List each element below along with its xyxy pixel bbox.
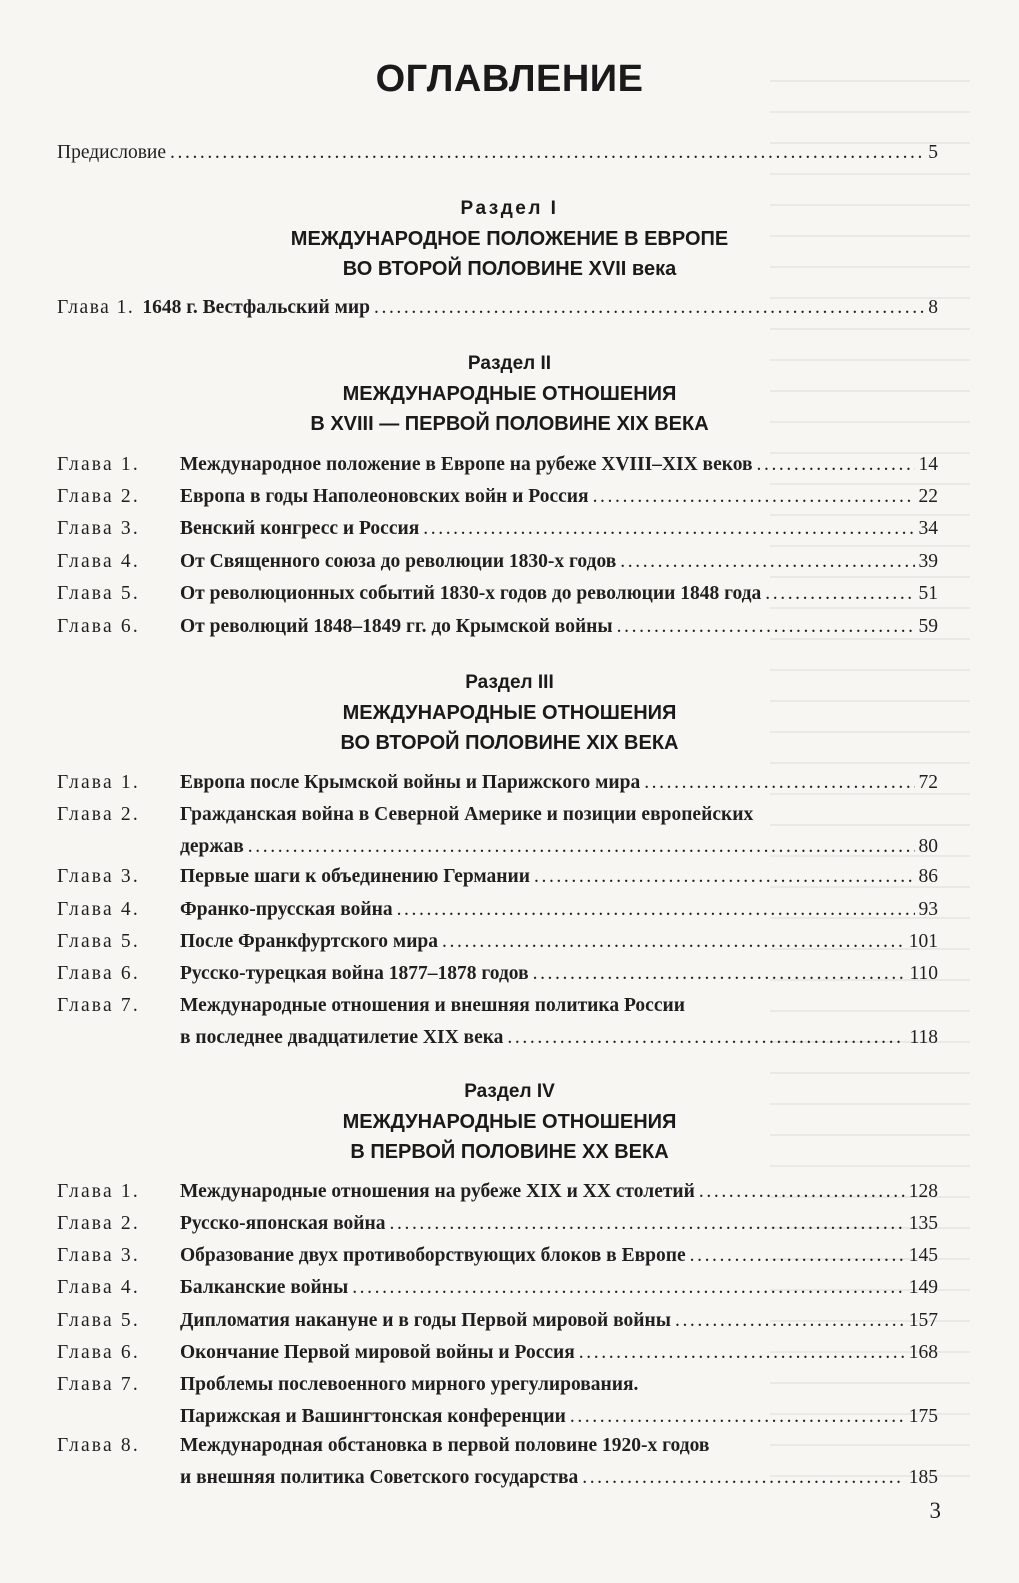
- chapter-prefix: Глава 8.: [57, 1435, 140, 1456]
- dot-leader: [442, 926, 905, 958]
- chapter-title-line: Парижская и Вашингтонская конференции: [180, 1406, 566, 1427]
- section-label: Раздел II: [467, 353, 552, 374]
- chapter-title-line: в последнее двадцатилетие XIX века: [180, 1027, 504, 1048]
- chapter-title: От Священного союза до революции 1830-х годов: [180, 551, 617, 572]
- page-ref: 118: [909, 1027, 938, 1048]
- toc-entry: [57, 799, 938, 863]
- page-ref: 86: [918, 866, 938, 887]
- toc-entry: [57, 958, 938, 990]
- dot-leader: [620, 546, 914, 578]
- preface-label: Предисловие: [57, 142, 167, 163]
- chapter-title: Первые шаги к объединению Германии: [180, 866, 530, 887]
- page-ref: 110: [909, 963, 938, 984]
- chapter-title: Дипломатия накануне и в годы Первой мировой войны: [180, 1310, 671, 1331]
- toc-entry: [57, 1240, 938, 1272]
- page-ref: 72: [918, 772, 938, 793]
- toc-entry: [57, 861, 938, 893]
- section-4-heading: [0, 1077, 1019, 1167]
- chapter-prefix: Глава 1.: [57, 297, 135, 318]
- section-label: Раздел III: [465, 672, 554, 693]
- toc-entry: [57, 1272, 938, 1304]
- chapter-title: Балканские войны: [180, 1277, 349, 1298]
- toc-entry: [57, 546, 938, 578]
- chapter-prefix: Глава 1.: [57, 454, 140, 475]
- section-label: Раздел I: [460, 198, 559, 219]
- chapter-prefix: Глава 5.: [57, 1310, 140, 1331]
- toc-entry: [57, 513, 938, 545]
- chapter-prefix: Глава 5.: [57, 583, 140, 604]
- chapter-prefix: Глава 3.: [57, 518, 140, 539]
- section-title-line: МЕЖДУНАРОДНЫЕ ОТНОШЕНИЯ: [342, 702, 677, 724]
- section-title-line: ВО ВТОРОЙ ПОЛОВИНЕ XIX ВЕКА: [340, 732, 679, 754]
- chapter-title-line: Гражданская война в Северной Америке и позиции европейских: [180, 804, 754, 825]
- chapter-title: Образование двух противоборствующих блоков в Европе: [180, 1245, 686, 1266]
- toc-entry: [57, 292, 938, 324]
- page-ref: 168: [908, 1342, 938, 1363]
- dot-leader: [533, 958, 906, 990]
- page-ref: 51: [918, 583, 938, 604]
- page-ref: 34: [918, 518, 938, 539]
- chapter-prefix: Глава 2.: [57, 804, 140, 825]
- section-title-line: В ПЕРВОЙ ПОЛОВИНЕ XX ВЕКА: [350, 1141, 669, 1163]
- page-ref: 128: [908, 1181, 938, 1202]
- toc-entry: [57, 894, 938, 926]
- chapter-title: От революционных событий 1830-х годов до революции 1848 года: [180, 583, 762, 604]
- dot-leader: [423, 513, 914, 545]
- dot-leader: [248, 831, 915, 863]
- page-ref: 93: [918, 899, 938, 920]
- chapter-prefix: Глава 3.: [57, 1245, 140, 1266]
- dot-leader: [765, 578, 914, 610]
- dot-leader: [579, 1337, 905, 1369]
- chapter-title: После Франкфуртского мира: [180, 931, 439, 952]
- toc-entry: [57, 1369, 938, 1433]
- chapter-prefix: Глава 6.: [57, 616, 140, 637]
- preface-entry: [57, 137, 938, 169]
- dot-leader: [397, 894, 915, 926]
- chapter-title-line: и внешняя политика Советского государства: [180, 1467, 579, 1488]
- chapter-title: Международное положение в Европе на рубеже XVIII–XIX веков: [180, 454, 753, 475]
- section-1-heading: [0, 194, 1019, 284]
- chapter-title: Венский конгресс и Россия: [180, 518, 420, 539]
- dot-leader: [690, 1240, 905, 1272]
- section-title-line: ВО ВТОРОЙ ПОЛОВИНЕ XVII века: [342, 258, 677, 280]
- chapter-title: От революций 1848–1849 гг. до Крымской войны: [180, 616, 613, 637]
- page-ref: 175: [908, 1406, 938, 1427]
- chapter-title: Русско-японская война: [180, 1213, 386, 1234]
- page-ref: 22: [918, 486, 938, 507]
- chapter-title-line: Международные отношения и внешняя политика России: [180, 995, 685, 1016]
- chapter-title: Франко-прусская война: [180, 899, 393, 920]
- dot-leader: [352, 1272, 905, 1304]
- toc-entry: [57, 1430, 938, 1494]
- dot-leader: [699, 1176, 905, 1208]
- toc-entry: [57, 1305, 938, 1337]
- chapter-title-line: Проблемы послевоенного мирного урегулирования.: [180, 1374, 639, 1395]
- dot-leader: [570, 1401, 905, 1433]
- chapter-prefix: Глава 7.: [57, 995, 140, 1016]
- dot-leader: [582, 1462, 905, 1494]
- dot-leader: [644, 767, 914, 799]
- toc-entry: [57, 1337, 938, 1369]
- chapter-prefix: Глава 5.: [57, 931, 140, 952]
- dot-leader: [390, 1208, 905, 1240]
- toc-entry: [57, 990, 938, 1054]
- section-title-line: В XVIII — ПЕРВОЙ ПОЛОВИНЕ XIX ВЕКА: [310, 413, 709, 435]
- dot-leader: [170, 137, 924, 169]
- chapter-prefix: Глава 4.: [57, 551, 140, 572]
- section-2-heading: [0, 349, 1019, 439]
- page-number: 3: [929, 1498, 941, 1523]
- section-label: Раздел IV: [464, 1081, 555, 1102]
- chapter-prefix: Глава 1.: [57, 772, 140, 793]
- toc-entry: [57, 611, 938, 643]
- chapter-title: Европа после Крымской войны и Парижского мира: [180, 772, 641, 793]
- page-ref: 145: [908, 1245, 938, 1266]
- toc-entry: [57, 449, 938, 481]
- toc-entry: [57, 1176, 938, 1208]
- toc-entry: [57, 578, 938, 610]
- chapter-prefix: Глава 2.: [57, 1213, 140, 1234]
- chapter-title-line: держав: [180, 836, 244, 857]
- chapter-title: Русско-турецкая война 1877–1878 годов: [180, 963, 529, 984]
- toc-entry: [57, 926, 938, 958]
- dot-leader: [374, 292, 924, 324]
- page-ref: 157: [908, 1310, 938, 1331]
- dot-leader: [617, 611, 915, 643]
- toc-entry: [57, 767, 938, 799]
- section-3-heading: [0, 668, 1019, 758]
- chapter-prefix: Глава 6.: [57, 963, 140, 984]
- chapter-prefix: Глава 4.: [57, 1277, 140, 1298]
- dot-leader: [507, 1022, 905, 1054]
- chapter-prefix: Глава 3.: [57, 866, 140, 887]
- page-ref: 39: [918, 551, 938, 572]
- chapter-title: Европа в годы Наполеоновских войн и Россия: [180, 486, 589, 507]
- page-title: ОГЛАВЛЕНИЕ: [375, 58, 644, 100]
- page-ref: 8: [928, 297, 938, 318]
- dot-leader: [757, 449, 915, 481]
- section-title-line: МЕЖДУНАРОДНЫЕ ОТНОШЕНИЯ: [342, 383, 677, 405]
- page-ref: 135: [908, 1213, 938, 1234]
- page-ref: 59: [918, 616, 938, 637]
- dot-leader: [675, 1305, 905, 1337]
- chapter-title: 1648 г. Вестфальский мир: [142, 297, 370, 318]
- chapter-title: Международные отношения на рубеже XIX и XX столетий: [180, 1181, 695, 1202]
- section-title-line: МЕЖДУНАРОДНОЕ ПОЛОЖЕНИЕ В ЕВРОПЕ: [290, 228, 729, 250]
- toc-entry: [57, 1208, 938, 1240]
- chapter-prefix: Глава 2.: [57, 486, 140, 507]
- page-ref: 149: [908, 1277, 938, 1298]
- chapter-title-line: Международная обстановка в первой половине 1920-х годов: [180, 1435, 710, 1456]
- page-ref: 101: [908, 931, 938, 952]
- chapter-prefix: Глава 1.: [57, 1181, 140, 1202]
- chapter-prefix: Глава 4.: [57, 899, 140, 920]
- page-ref: 185: [908, 1467, 938, 1488]
- dot-leader: [534, 861, 915, 893]
- chapter-prefix: Глава 7.: [57, 1374, 140, 1395]
- page-ref: 14: [918, 454, 938, 475]
- dot-leader: [593, 481, 915, 513]
- page-ref: 80: [918, 836, 938, 857]
- chapter-title: Окончание Первой мировой войны и Россия: [180, 1342, 575, 1363]
- section-title-line: МЕЖДУНАРОДНЫЕ ОТНОШЕНИЯ: [342, 1111, 677, 1133]
- chapter-prefix: Глава 6.: [57, 1342, 140, 1363]
- toc-entry: [57, 481, 938, 513]
- preface-page: 5: [928, 142, 938, 163]
